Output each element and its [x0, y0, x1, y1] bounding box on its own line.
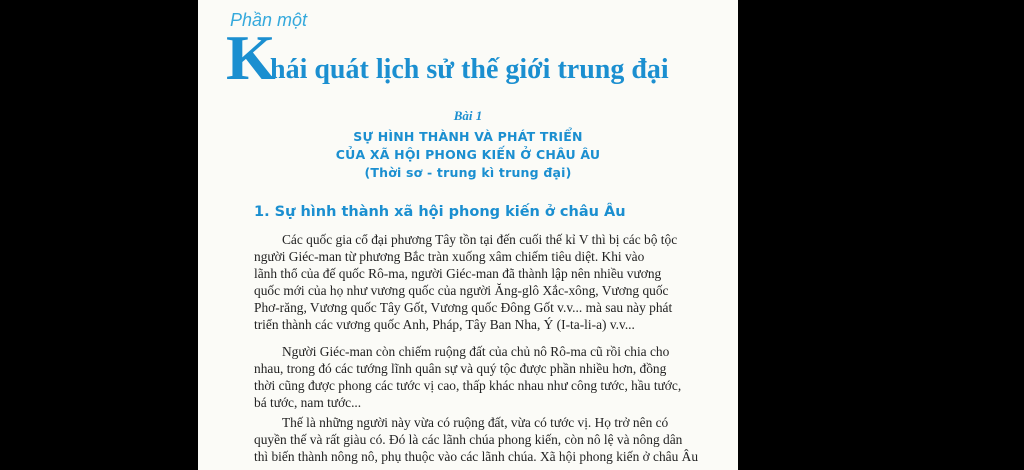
section-title: 1. Sự hình thành xã hội phong kiến ở châu Âu	[254, 204, 626, 220]
paragraph-line: Phơ-răng, Vương quốc Tây Gốt, Vương quốc Đông Gốt v.v... mà sau này phát	[254, 300, 673, 315]
paragraph-2	[254, 343, 690, 411]
chapter-title: hái quát lịch sử thế giới trung đại	[270, 54, 669, 85]
paragraph-line: nhau, trong đó các tướng lĩnh quân sự và quý tộc được phần nhiều hơn, đồng	[254, 361, 667, 376]
paragraph-line: thì biến thành nông nô, phụ thuộc vào các lãnh chúa. Xã hội phong kiến ở châu Âu	[254, 449, 699, 464]
paragraph-line: quốc mới của họ như vương quốc của người Ăng-glô Xắc-xông, Vương quốc	[254, 283, 669, 298]
lesson-label: Bài 1	[453, 108, 483, 123]
lesson-heading-line-2: CỦA XÃ HỘI PHONG KIẾN Ở CHÂU ÂU	[335, 147, 601, 162]
paragraph-line: Các quốc gia cổ đại phương Tây tồn tại đến cuối thế kỉ V thì bị các bộ tộc	[282, 232, 678, 247]
paragraph-line: bá tước, nam tước...	[254, 395, 362, 410]
paragraph-1	[254, 231, 690, 333]
title-initial: K	[226, 22, 276, 93]
part-label: Phần một	[230, 10, 308, 30]
paragraph-line: triển thành các vương quốc Anh, Pháp, Tây Ban Nha, Ý (I-ta-li-a) v.v...	[254, 317, 635, 332]
paragraph-line: Người Giéc-man còn chiếm ruộng đất của chủ nô Rô-ma cũ rồi chia cho	[282, 344, 670, 359]
paragraph-line: quyền thế và rất giàu có. Đó là các lãnh chúa phong kiến, còn nô lệ và nông dân	[254, 432, 683, 447]
paragraph-3	[254, 414, 699, 465]
lesson-heading-line-1: SỰ HÌNH THÀNH VÀ PHÁT TRIỂN	[353, 129, 583, 144]
paragraph-line: người Giéc-man từ phương Bắc tràn xuống xâm chiếm tiêu diệt. Khi vào	[254, 249, 645, 264]
textbook-page	[198, 0, 738, 470]
paragraph-line: Thế là những người này vừa có ruộng đất, vừa có tước vị. Họ trở nên có	[282, 415, 669, 430]
paragraph-line: lãnh thổ của đế quốc Rô-ma, người Giéc-man đã thành lập nên nhiều vương	[254, 266, 662, 281]
paragraph-line: thời cũng được phong các tước vị cao, thấp khác nhau như công tước, hầu tước,	[254, 378, 682, 393]
lesson-heading-subtitle: (Thời sơ - trung kì trung đại)	[364, 165, 572, 180]
